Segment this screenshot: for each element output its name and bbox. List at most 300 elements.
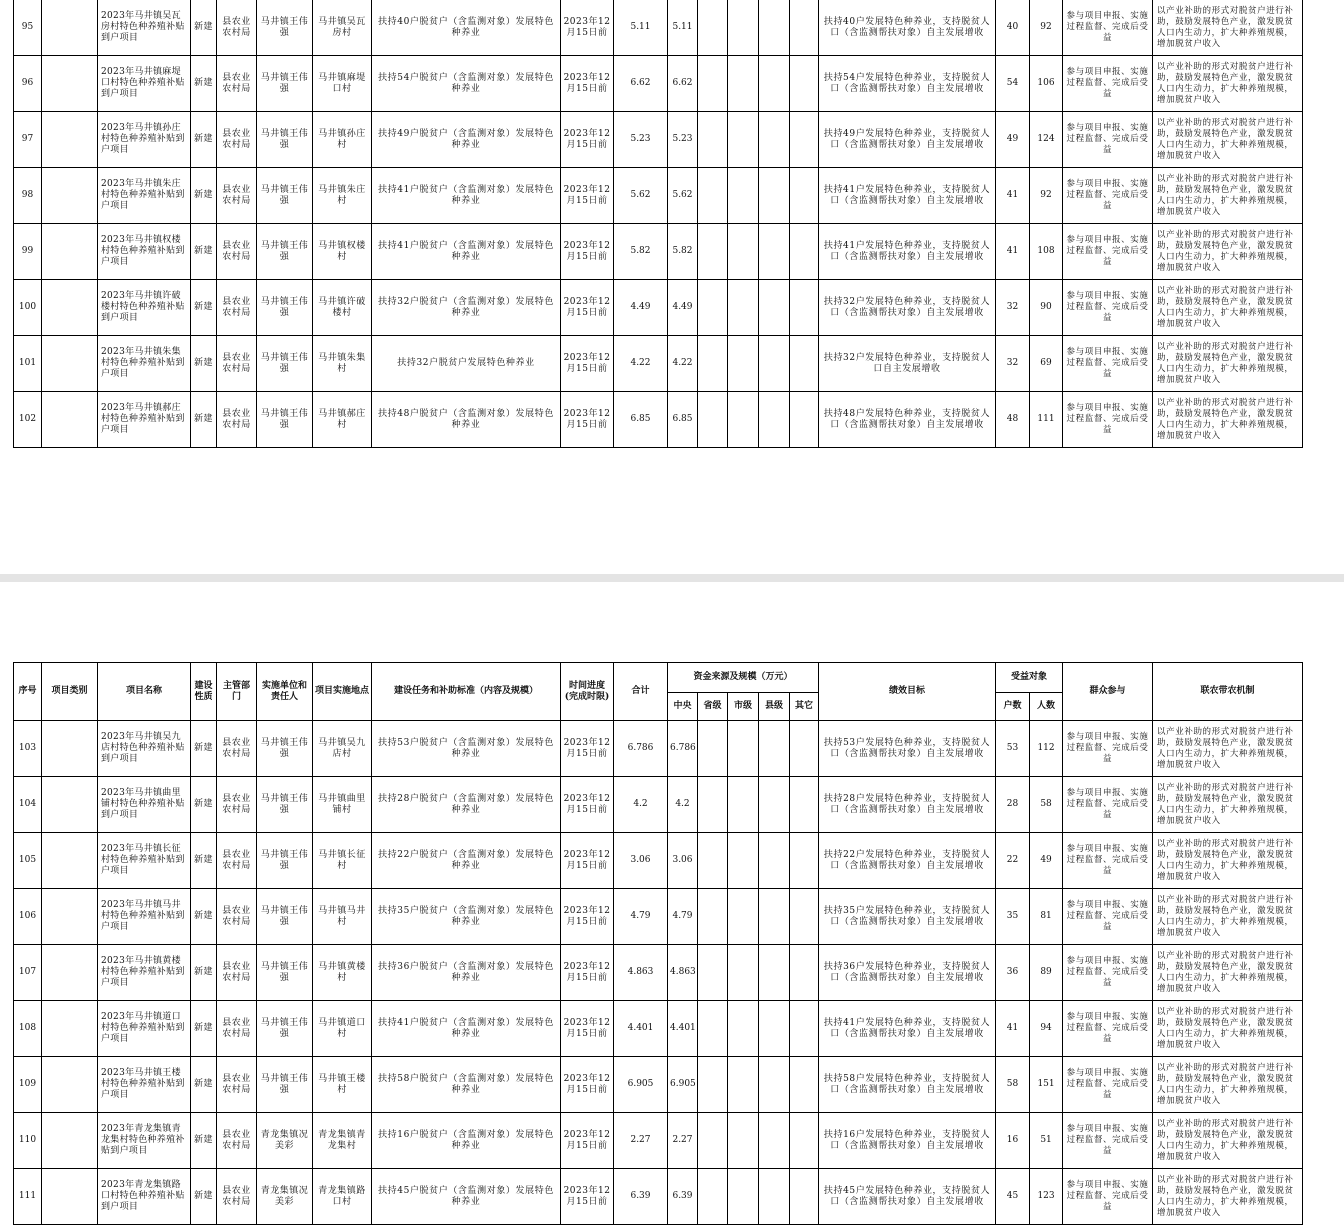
- participation-cell: 参与项目申报、实施过程监督、完成后受益: [1063, 945, 1153, 1001]
- people-cell: 94: [1030, 1001, 1063, 1057]
- total-cell: 4.79: [614, 889, 668, 945]
- category-cell: [42, 0, 98, 56]
- participation-cell: 参与项目申报、实施过程监督、完成后受益: [1063, 1001, 1153, 1057]
- city-cell: [728, 889, 759, 945]
- performance-cell: 扶持22户发展特色种养业，支持脱贫人口（含监测帮扶对象）自主发展增收: [819, 833, 996, 889]
- mechanism-cell: 以产业补助的形式对脱贫户进行补助，鼓励发展特色产业，激发脱贫人口内生动力，扩大种养殖规模，增加脱贫户收入: [1153, 777, 1303, 833]
- seq-cell: 109: [14, 1057, 42, 1113]
- county-cell: [759, 224, 790, 280]
- table-row: [14, 1169, 1303, 1225]
- provincial-cell: [698, 336, 728, 392]
- table-row: [14, 392, 1303, 448]
- location-cell: 马井镇许破楼村: [313, 280, 372, 336]
- total-cell: 2.27: [614, 1113, 668, 1169]
- dept-cell: 县农业农村局: [217, 1001, 257, 1057]
- county-cell: [759, 721, 790, 777]
- city-cell: [728, 56, 759, 112]
- other-cell: [790, 392, 819, 448]
- mechanism-cell: 以产业补助的形式对脱贫户进行补助，鼓励发展特色产业，激发脱贫人口内生动力，扩大种养殖规模，增加脱贫户收入: [1153, 1113, 1303, 1169]
- task-cell: 扶持36户脱贫户（含监测对象）发展特色种养业: [372, 945, 561, 1001]
- header-total: 合计: [614, 663, 668, 721]
- location-cell: 马井镇郝庄村: [313, 392, 372, 448]
- unit-cell: 马井镇王伟强: [257, 945, 313, 1001]
- category-cell: [42, 1001, 98, 1057]
- time-cell: 2023年12月15日前: [561, 721, 614, 777]
- city-cell: [728, 0, 759, 56]
- households-cell: 48: [996, 392, 1030, 448]
- performance-cell: 扶持49户发展特色种养业，支持脱贫人口（含监测帮扶对象）自主发展增收: [819, 112, 996, 168]
- header-households: 户数: [996, 693, 1030, 721]
- header-nature: 建设性质: [191, 663, 217, 721]
- nature-cell: 新建: [191, 945, 217, 1001]
- households-cell: 41: [996, 224, 1030, 280]
- nature-cell: 新建: [191, 1113, 217, 1169]
- project-name-cell: 2023年马井镇权楼村特色种养殖补贴到户项目: [98, 224, 191, 280]
- header-time: 时间进度(完成时限): [561, 663, 614, 721]
- unit-cell: 马井镇王伟强: [257, 168, 313, 224]
- households-cell: 41: [996, 1001, 1030, 1057]
- households-cell: 41: [996, 168, 1030, 224]
- time-cell: 2023年12月15日前: [561, 1001, 614, 1057]
- project-name-cell: 2023年马井镇马井村特色种养殖补贴到户项目: [98, 889, 191, 945]
- table-body-top: [14, 0, 1303, 448]
- participation-cell: 参与项目申报、实施过程监督、完成后受益: [1063, 56, 1153, 112]
- header-dept: 主管部门: [217, 663, 257, 721]
- participation-cell: 参与项目申报、实施过程监督、完成后受益: [1063, 721, 1153, 777]
- time-cell: 2023年12月15日前: [561, 777, 614, 833]
- table-row: [14, 1113, 1303, 1169]
- people-cell: 151: [1030, 1057, 1063, 1113]
- table-row: [14, 945, 1303, 1001]
- location-cell: 马井镇吴九店村: [313, 721, 372, 777]
- provincial-cell: [698, 224, 728, 280]
- total-cell: 5.23: [614, 112, 668, 168]
- page-separator: [0, 574, 1344, 582]
- total-cell: 6.85: [614, 392, 668, 448]
- households-cell: 16: [996, 1113, 1030, 1169]
- table-row: [14, 721, 1303, 777]
- nature-cell: 新建: [191, 336, 217, 392]
- time-cell: 2023年12月15日前: [561, 392, 614, 448]
- table-row: [14, 1001, 1303, 1057]
- provincial-cell: [698, 168, 728, 224]
- households-cell: 54: [996, 56, 1030, 112]
- nature-cell: 新建: [191, 721, 217, 777]
- project-name-cell: 2023年马井镇朱庄村特色种养殖补贴到户项目: [98, 168, 191, 224]
- location-cell: 青龙集镇青龙集村: [313, 1113, 372, 1169]
- households-cell: 22: [996, 833, 1030, 889]
- seq-cell: 102: [14, 392, 42, 448]
- mechanism-cell: 以产业补助的形式对脱贫户进行补助，鼓励发展特色产业，激发脱贫人口内生动力，扩大种养殖规模，增加脱贫户收入: [1153, 224, 1303, 280]
- task-cell: 扶持28户脱贫户（含监测对象）发展特色种养业: [372, 777, 561, 833]
- county-cell: [759, 112, 790, 168]
- central-cell: 6.85: [668, 392, 698, 448]
- seq-cell: 108: [14, 1001, 42, 1057]
- provincial-cell: [698, 1113, 728, 1169]
- nature-cell: 新建: [191, 777, 217, 833]
- seq-cell: 107: [14, 945, 42, 1001]
- dept-cell: 县农业农村局: [217, 777, 257, 833]
- provincial-cell: [698, 721, 728, 777]
- task-cell: 扶持41户脱贫户（含监测对象）发展特色种养业: [372, 1001, 561, 1057]
- location-cell: 马井镇吴瓦房村: [313, 0, 372, 56]
- nature-cell: 新建: [191, 224, 217, 280]
- nature-cell: 新建: [191, 1001, 217, 1057]
- total-cell: 6.62: [614, 56, 668, 112]
- nature-cell: 新建: [191, 889, 217, 945]
- dept-cell: 县农业农村局: [217, 889, 257, 945]
- header-performance: 绩效目标: [819, 663, 996, 721]
- other-cell: [790, 889, 819, 945]
- central-cell: 5.82: [668, 224, 698, 280]
- people-cell: 81: [1030, 889, 1063, 945]
- time-cell: 2023年12月15日前: [561, 224, 614, 280]
- task-cell: 扶持54户脱贫户（含监测对象）发展特色种养业: [372, 56, 561, 112]
- project-name-cell: 2023年马井镇王楼村特色种养殖补贴到户项目: [98, 1057, 191, 1113]
- city-cell: [728, 777, 759, 833]
- households-cell: 49: [996, 112, 1030, 168]
- nature-cell: 新建: [191, 833, 217, 889]
- category-cell: [42, 721, 98, 777]
- seq-cell: 111: [14, 1169, 42, 1225]
- central-cell: 3.06: [668, 833, 698, 889]
- mechanism-cell: 以产业补助的形式对脱贫户进行补助，鼓励发展特色产业，激发脱贫人口内生动力，扩大种养殖规模，增加脱贫户收入: [1153, 112, 1303, 168]
- people-cell: 124: [1030, 112, 1063, 168]
- mechanism-cell: 以产业补助的形式对脱贫户进行补助，鼓励发展特色产业，激发脱贫人口内生动力，扩大种养殖规模，增加脱贫户收入: [1153, 889, 1303, 945]
- central-cell: 5.11: [668, 0, 698, 56]
- location-cell: 马井镇孙庄村: [313, 112, 372, 168]
- seq-cell: 110: [14, 1113, 42, 1169]
- central-cell: 4.79: [668, 889, 698, 945]
- county-cell: [759, 833, 790, 889]
- households-cell: 58: [996, 1057, 1030, 1113]
- county-cell: [759, 1057, 790, 1113]
- unit-cell: 马井镇王伟强: [257, 721, 313, 777]
- project-name-cell: 2023年青龙集镇青龙集村特色种养殖补贴到户项目: [98, 1113, 191, 1169]
- header-city: 市级: [728, 693, 759, 721]
- unit-cell: 青龙集镇况美彩: [257, 1169, 313, 1225]
- category-cell: [42, 168, 98, 224]
- table-row: [14, 112, 1303, 168]
- households-cell: 35: [996, 889, 1030, 945]
- other-cell: [790, 721, 819, 777]
- total-cell: 6.39: [614, 1169, 668, 1225]
- city-cell: [728, 1113, 759, 1169]
- task-cell: 扶持48户脱贫户（含监测对象）发展特色种养业: [372, 392, 561, 448]
- project-name-cell: 2023年马井镇吴瓦房村特色种养殖补贴到户项目: [98, 0, 191, 56]
- project-name-cell: 2023年马井镇郝庄村特色种养殖补贴到户项目: [98, 392, 191, 448]
- mechanism-cell: 以产业补助的形式对脱贫户进行补助，鼓励发展特色产业，激发脱贫人口内生动力，扩大种养殖规模，增加脱贫户收入: [1153, 280, 1303, 336]
- time-cell: 2023年12月15日前: [561, 889, 614, 945]
- participation-cell: 参与项目申报、实施过程监督、完成后受益: [1063, 280, 1153, 336]
- dept-cell: 县农业农村局: [217, 945, 257, 1001]
- location-cell: 马井镇权楼村: [313, 224, 372, 280]
- other-cell: [790, 1001, 819, 1057]
- document-page-bottom: [0, 582, 1344, 1218]
- participation-cell: 参与项目申报、实施过程监督、完成后受益: [1063, 168, 1153, 224]
- seq-cell: 105: [14, 833, 42, 889]
- seq-cell: 98: [14, 168, 42, 224]
- task-cell: 扶持49户脱贫户（含监测对象）发展特色种养业: [372, 112, 561, 168]
- other-cell: [790, 945, 819, 1001]
- central-cell: 4.2: [668, 777, 698, 833]
- time-cell: 2023年12月15日前: [561, 280, 614, 336]
- table-body-bottom: [14, 721, 1303, 1225]
- other-cell: [790, 0, 819, 56]
- performance-cell: 扶持41户发展特色种养业，支持脱贫人口（含监测帮扶对象）自主发展增收: [819, 1001, 996, 1057]
- time-cell: 2023年12月15日前: [561, 0, 614, 56]
- dept-cell: 县农业农村局: [217, 168, 257, 224]
- other-cell: [790, 336, 819, 392]
- performance-cell: 扶持41户发展特色种养业，支持脱贫人口（含监测帮扶对象）自主发展增收: [819, 224, 996, 280]
- people-cell: 112: [1030, 721, 1063, 777]
- category-cell: [42, 56, 98, 112]
- performance-cell: 扶持58户发展特色种养业，支持脱贫人口（含监测帮扶对象）自主发展增收: [819, 1057, 996, 1113]
- total-cell: 3.06: [614, 833, 668, 889]
- central-cell: 6.786: [668, 721, 698, 777]
- location-cell: 马井镇曲里铺村: [313, 777, 372, 833]
- header-provincial: 省级: [698, 693, 728, 721]
- performance-cell: 扶持35户发展特色种养业，支持脱贫人口（含监测帮扶对象）自主发展增收: [819, 889, 996, 945]
- county-cell: [759, 336, 790, 392]
- other-cell: [790, 56, 819, 112]
- people-cell: 106: [1030, 56, 1063, 112]
- location-cell: 青龙集镇路口村: [313, 1169, 372, 1225]
- time-cell: 2023年12月15日前: [561, 112, 614, 168]
- seq-cell: 103: [14, 721, 42, 777]
- seq-cell: 99: [14, 224, 42, 280]
- nature-cell: 新建: [191, 1169, 217, 1225]
- provincial-cell: [698, 833, 728, 889]
- nature-cell: 新建: [191, 168, 217, 224]
- project-name-cell: 2023年马井镇麻堤口村特色种养殖补贴到户项目: [98, 56, 191, 112]
- total-cell: 4.49: [614, 280, 668, 336]
- time-cell: 2023年12月15日前: [561, 833, 614, 889]
- central-cell: 2.27: [668, 1113, 698, 1169]
- category-cell: [42, 280, 98, 336]
- mechanism-cell: 以产业补助的形式对脱贫户进行补助，鼓励发展特色产业，激发脱贫人口内生动力，扩大种养殖规模，增加脱贫户收入: [1153, 56, 1303, 112]
- provincial-cell: [698, 1057, 728, 1113]
- households-cell: 53: [996, 721, 1030, 777]
- performance-cell: 扶持28户发展特色种养业，支持脱贫人口（含监测帮扶对象）自主发展增收: [819, 777, 996, 833]
- total-cell: 6.786: [614, 721, 668, 777]
- people-cell: 51: [1030, 1113, 1063, 1169]
- document-page-top: [0, 0, 1344, 574]
- city-cell: [728, 1057, 759, 1113]
- dept-cell: 县农业农村局: [217, 280, 257, 336]
- provincial-cell: [698, 392, 728, 448]
- other-cell: [790, 1169, 819, 1225]
- county-cell: [759, 1001, 790, 1057]
- project-name-cell: 2023年马井镇曲里铺村特色种养殖补贴到户项目: [98, 777, 191, 833]
- project-name-cell: 2023年马井镇黄楼村特色种养殖补贴到户项目: [98, 945, 191, 1001]
- mechanism-cell: 以产业补助的形式对脱贫户进行补助，鼓励发展特色产业，激发脱贫人口内生动力，扩大种养殖规模，增加脱贫户收入: [1153, 336, 1303, 392]
- project-name-cell: 2023年马井镇道口村特色种养殖补贴到户项目: [98, 1001, 191, 1057]
- unit-cell: 马井镇王伟强: [257, 833, 313, 889]
- participation-cell: 参与项目申报、实施过程监督、完成后受益: [1063, 833, 1153, 889]
- project-name-cell: 2023年马井镇孙庄村特色种养殖补贴到户项目: [98, 112, 191, 168]
- households-cell: 28: [996, 777, 1030, 833]
- dept-cell: 县农业农村局: [217, 392, 257, 448]
- unit-cell: 马井镇王伟强: [257, 1057, 313, 1113]
- unit-cell: 马井镇王伟强: [257, 280, 313, 336]
- total-cell: 4.863: [614, 945, 668, 1001]
- participation-cell: 参与项目申报、实施过程监督、完成后受益: [1063, 112, 1153, 168]
- performance-cell: 扶持41户发展特色种养业，支持脱贫人口（含监测帮扶对象）自主发展增收: [819, 168, 996, 224]
- other-cell: [790, 833, 819, 889]
- city-cell: [728, 280, 759, 336]
- header-category: 项目类别: [42, 663, 98, 721]
- dept-cell: 县农业农村局: [217, 1113, 257, 1169]
- nature-cell: 新建: [191, 392, 217, 448]
- total-cell: 5.11: [614, 0, 668, 56]
- nature-cell: 新建: [191, 280, 217, 336]
- central-cell: 4.863: [668, 945, 698, 1001]
- total-cell: 4.2: [614, 777, 668, 833]
- header-county: 县级: [759, 693, 790, 721]
- other-cell: [790, 777, 819, 833]
- county-cell: [759, 56, 790, 112]
- table-row: [14, 777, 1303, 833]
- mechanism-cell: 以产业补助的形式对脱贫户进行补助，鼓励发展特色产业，激发脱贫人口内生动力，扩大种养殖规模，增加脱贫户收入: [1153, 1001, 1303, 1057]
- city-cell: [728, 945, 759, 1001]
- other-cell: [790, 168, 819, 224]
- dept-cell: 县农业农村局: [217, 336, 257, 392]
- unit-cell: 马井镇王伟强: [257, 56, 313, 112]
- performance-cell: 扶持53户发展特色种养业，支持脱贫人口（含监测帮扶对象）自主发展增收: [819, 721, 996, 777]
- table-row: [14, 168, 1303, 224]
- location-cell: 马井镇道口村: [313, 1001, 372, 1057]
- central-cell: 4.49: [668, 280, 698, 336]
- participation-cell: 参与项目申报、实施过程监督、完成后受益: [1063, 1113, 1153, 1169]
- category-cell: [42, 336, 98, 392]
- central-cell: 5.23: [668, 112, 698, 168]
- header-other: 其它: [790, 693, 819, 721]
- task-cell: 扶持32户脱贫户发展特色种养业: [372, 336, 561, 392]
- seq-cell: 97: [14, 112, 42, 168]
- header-name: 项目名称: [98, 663, 191, 721]
- participation-cell: 参与项目申报、实施过程监督、完成后受益: [1063, 336, 1153, 392]
- dept-cell: 县农业农村局: [217, 112, 257, 168]
- county-cell: [759, 945, 790, 1001]
- header-funds-group: 资金来源及规模（万元）: [668, 663, 819, 693]
- people-cell: 89: [1030, 945, 1063, 1001]
- table-row: [14, 833, 1303, 889]
- unit-cell: 青龙集镇况美彩: [257, 1113, 313, 1169]
- county-cell: [759, 1113, 790, 1169]
- category-cell: [42, 1113, 98, 1169]
- project-name-cell: 2023年马井镇许破楼村特色种养殖补贴到户项目: [98, 280, 191, 336]
- mechanism-cell: 以产业补助的形式对脱贫户进行补助，鼓励发展特色产业，激发脱贫人口内生动力，扩大种养殖规模，增加脱贫户收入: [1153, 168, 1303, 224]
- performance-cell: 扶持54户发展特色种养业，支持脱贫人口（含监测帮扶对象）自主发展增收: [819, 56, 996, 112]
- people-cell: 49: [1030, 833, 1063, 889]
- city-cell: [728, 336, 759, 392]
- people-cell: 111: [1030, 392, 1063, 448]
- total-cell: 4.401: [614, 1001, 668, 1057]
- nature-cell: 新建: [191, 0, 217, 56]
- category-cell: [42, 777, 98, 833]
- people-cell: 58: [1030, 777, 1063, 833]
- central-cell: 4.22: [668, 336, 698, 392]
- nature-cell: 新建: [191, 1057, 217, 1113]
- location-cell: 马井镇王楼村: [313, 1057, 372, 1113]
- people-cell: 123: [1030, 1169, 1063, 1225]
- seq-cell: 104: [14, 777, 42, 833]
- provincial-cell: [698, 56, 728, 112]
- dept-cell: 县农业农村局: [217, 833, 257, 889]
- central-cell: 5.62: [668, 168, 698, 224]
- other-cell: [790, 1113, 819, 1169]
- provincial-cell: [698, 280, 728, 336]
- city-cell: [728, 721, 759, 777]
- table-row: [14, 336, 1303, 392]
- task-cell: 扶持35户脱贫户（含监测对象）发展特色种养业: [372, 889, 561, 945]
- seq-cell: 106: [14, 889, 42, 945]
- county-cell: [759, 777, 790, 833]
- seq-cell: 95: [14, 0, 42, 56]
- total-cell: 5.82: [614, 224, 668, 280]
- city-cell: [728, 168, 759, 224]
- county-cell: [759, 280, 790, 336]
- dept-cell: 县农业农村局: [217, 1057, 257, 1113]
- households-cell: 36: [996, 945, 1030, 1001]
- performance-cell: 扶持40户发展特色种养业，支持脱贫人口（含监测帮扶对象）自主发展增收: [819, 0, 996, 56]
- dept-cell: 县农业农村局: [217, 721, 257, 777]
- people-cell: 92: [1030, 168, 1063, 224]
- table-row: [14, 224, 1303, 280]
- category-cell: [42, 833, 98, 889]
- participation-cell: 参与项目申报、实施过程监督、完成后受益: [1063, 777, 1153, 833]
- central-cell: 4.401: [668, 1001, 698, 1057]
- task-cell: 扶持16户脱贫户（含监测对象）发展特色种养业: [372, 1113, 561, 1169]
- unit-cell: 马井镇王伟强: [257, 112, 313, 168]
- city-cell: [728, 112, 759, 168]
- participation-cell: 参与项目申报、实施过程监督、完成后受益: [1063, 889, 1153, 945]
- project-name-cell: 2023年马井镇长征村特色种养殖补贴到户项目: [98, 833, 191, 889]
- table-row: [14, 0, 1303, 56]
- table-row: [14, 56, 1303, 112]
- nature-cell: 新建: [191, 112, 217, 168]
- seq-cell: 101: [14, 336, 42, 392]
- header-task: 建设任务和补助标准（内容及规模）: [372, 663, 561, 721]
- performance-cell: 扶持16户发展特色种养业，支持脱贫人口（含监测帮扶对象）自主发展增收: [819, 1113, 996, 1169]
- central-cell: 6.39: [668, 1169, 698, 1225]
- table-row: [14, 889, 1303, 945]
- dept-cell: 县农业农村局: [217, 1169, 257, 1225]
- unit-cell: 马井镇王伟强: [257, 777, 313, 833]
- category-cell: [42, 1057, 98, 1113]
- performance-cell: 扶持32户发展特色种养业，支持脱贫人口（含监测帮扶对象）自主发展增收: [819, 280, 996, 336]
- participation-cell: 参与项目申报、实施过程监督、完成后受益: [1063, 0, 1153, 56]
- unit-cell: 马井镇王伟强: [257, 889, 313, 945]
- mechanism-cell: 以产业补助的形式对脱贫户进行补助，鼓励发展特色产业，激发脱贫人口内生动力，扩大种养殖规模，增加脱贫户收入: [1153, 0, 1303, 56]
- unit-cell: 马井镇王伟强: [257, 0, 313, 56]
- project-name-cell: 2023年马井镇吴九店村特色种养殖补贴到户项目: [98, 721, 191, 777]
- central-cell: 6.62: [668, 56, 698, 112]
- people-cell: 92: [1030, 0, 1063, 56]
- provincial-cell: [698, 0, 728, 56]
- task-cell: 扶持32户脱贫户（含监测对象）发展特色种养业: [372, 280, 561, 336]
- mechanism-cell: 以产业补助的形式对脱贫户进行补助，鼓励发展特色产业，激发脱贫人口内生动力，扩大种养殖规模，增加脱贫户收入: [1153, 392, 1303, 448]
- category-cell: [42, 392, 98, 448]
- time-cell: 2023年12月15日前: [561, 336, 614, 392]
- city-cell: [728, 1169, 759, 1225]
- mechanism-cell: 以产业补助的形式对脱贫户进行补助，鼓励发展特色产业，激发脱贫人口内生动力，扩大种养殖规模，增加脱贫户收入: [1153, 1169, 1303, 1225]
- task-cell: 扶持41户脱贫户（含监测对象）发展特色种养业: [372, 168, 561, 224]
- other-cell: [790, 1057, 819, 1113]
- provincial-cell: [698, 112, 728, 168]
- provincial-cell: [698, 1001, 728, 1057]
